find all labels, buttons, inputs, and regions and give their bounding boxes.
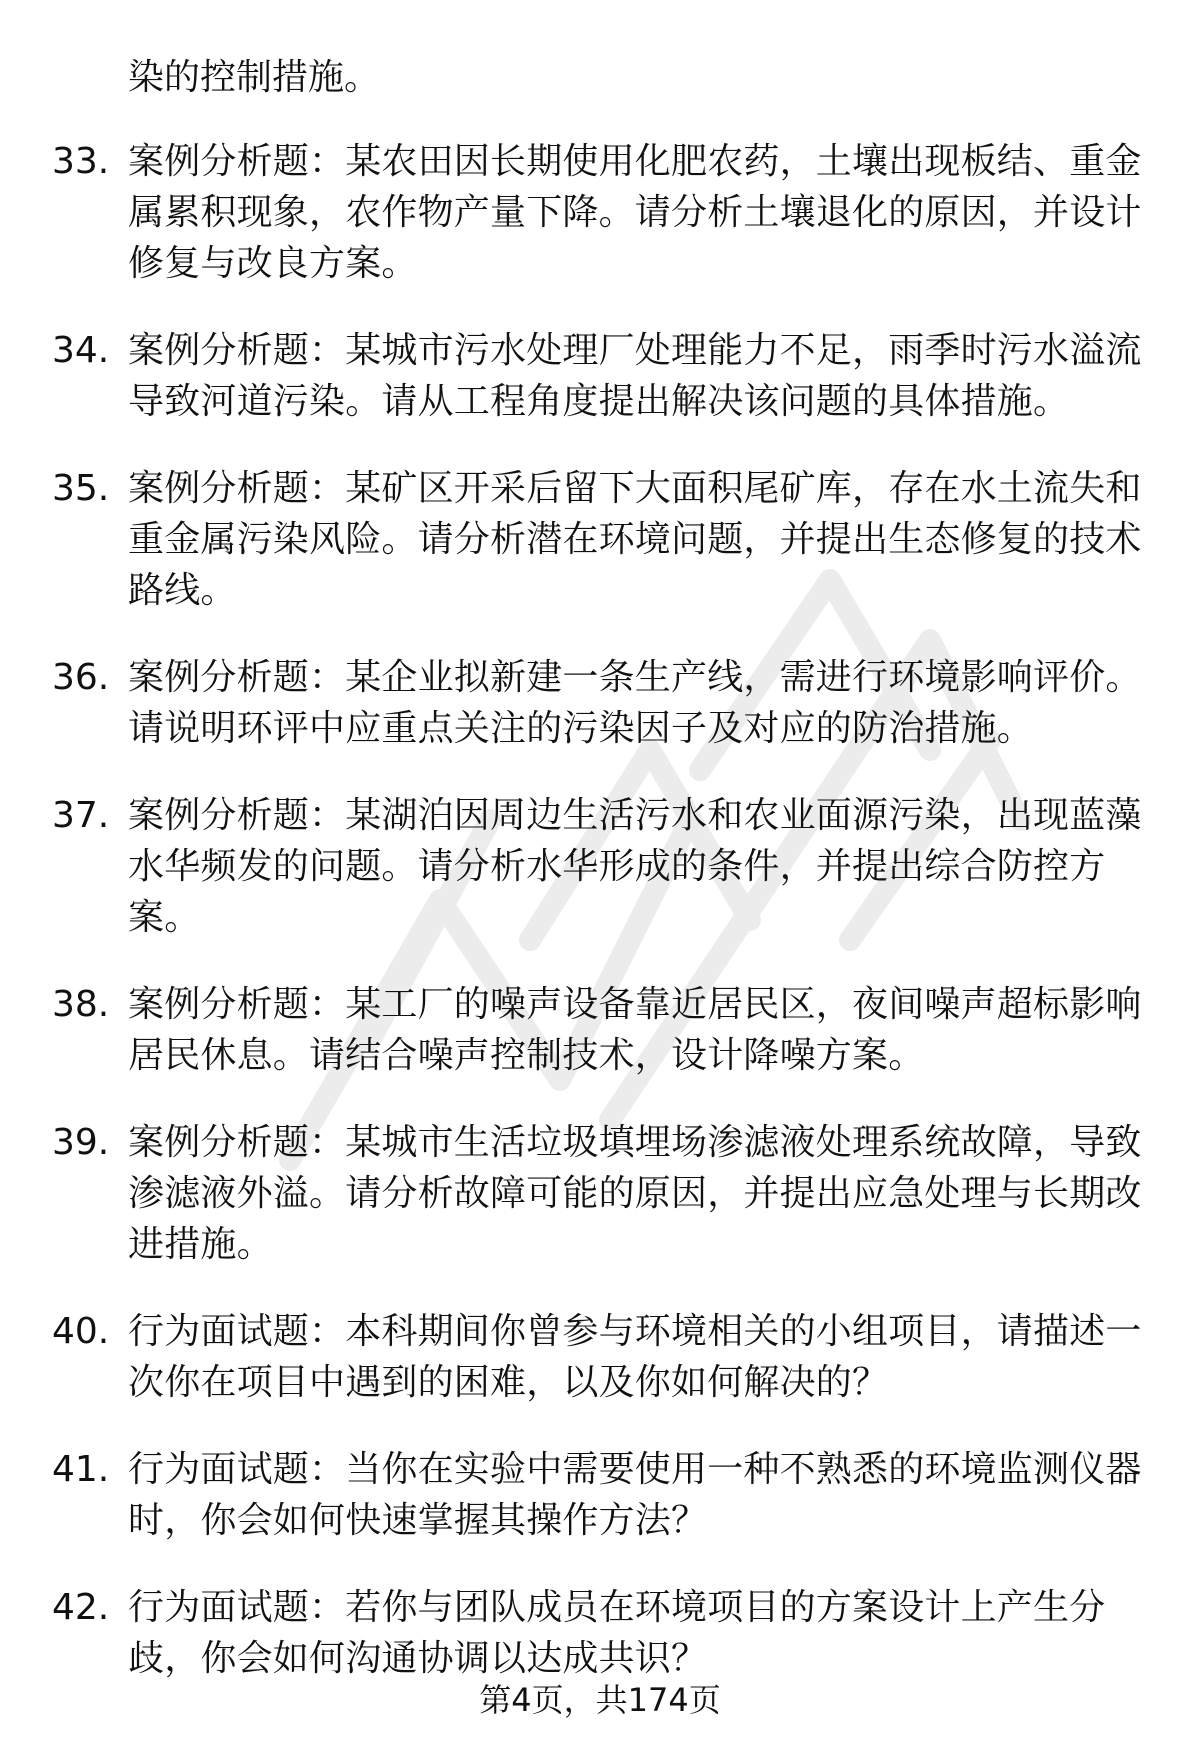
question-number: 40. [52, 1311, 110, 1352]
question-text: 行为面试题：本科期间你曾参与环境相关的小组项目，请描述一次你在项目中遇到的困难，以及你如何解决的？ [128, 1311, 1142, 1403]
question-item-42 [0, 1582, 1200, 1684]
question-number: 33. [52, 141, 110, 182]
question-text: 案例分析题：某企业拟新建一条生产线，需进行环境影响评价。请说明环评中应重点关注的污染因子及对应的防治措施。 [128, 657, 1142, 749]
question-number: 38. [52, 984, 110, 1025]
question-text: 行为面试题：当你在实验中需要使用一种不熟悉的环境监测仪器时，你会如何快速掌握其操作方法？ [128, 1449, 1142, 1541]
page-footer: 第4页，共174页 [479, 1681, 721, 1719]
question-item-34 [0, 325, 1200, 427]
question-text: 行为面试题：若你与团队成员在环境项目的方案设计上产生分歧，你会如何沟通协调以达成共识？ [128, 1587, 1106, 1679]
question-text: 案例分析题：某农田因长期使用化肥农药，土壤出现板结、重金属累积现象，农作物产量下降。请分析土壤退化的原因，并设计修复与改良方案。 [128, 141, 1142, 284]
question-number: 36. [52, 657, 110, 698]
question-text: 案例分析题：某工厂的噪声设备靠近居民区，夜间噪声超标影响居民休息。请结合噪声控制技术，设计降噪方案。 [128, 984, 1142, 1076]
question-number: 39. [52, 1122, 110, 1163]
question-text: 案例分析题：某矿区开采后留下大面积尾矿库，存在水土流失和重金属污染风险。请分析潜在环境问题，并提出生态修复的技术路线。 [128, 468, 1142, 611]
question-text: 案例分析题：某城市污水处理厂处理能力不足，雨季时污水溢流导致河道污染。请从工程角度提出解决该问题的具体措施。 [128, 330, 1142, 422]
question-item-38 [0, 979, 1200, 1081]
question-number: 41. [52, 1449, 110, 1490]
question-list [0, 52, 1200, 1720]
question-text: 案例分析题：某湖泊因周边生活污水和农业面源污染，出现蓝藻水华频发的问题。请分析水华形成的条件，并提出综合防控方案。 [128, 795, 1142, 938]
question-number: 34. [52, 330, 110, 371]
question-item-35 [0, 463, 1200, 616]
question-text: 案例分析题：某城市生活垃圾填埋场渗滤液处理系统故障，导致渗滤液外溢。请分析故障可能的原因，并提出应急处理与长期改进措施。 [128, 1122, 1142, 1265]
question-item-33 [0, 136, 1200, 289]
question-item-40 [0, 1306, 1200, 1408]
question-item-37 [0, 790, 1200, 943]
question-item-39 [0, 1117, 1200, 1270]
question-number: 37. [52, 795, 110, 836]
question-number: 42. [52, 1587, 110, 1628]
question-item-36 [0, 652, 1200, 754]
question-item-41 [0, 1444, 1200, 1546]
continuation-text: 染的控制措施。 [128, 57, 381, 98]
question-number: 35. [52, 468, 110, 509]
